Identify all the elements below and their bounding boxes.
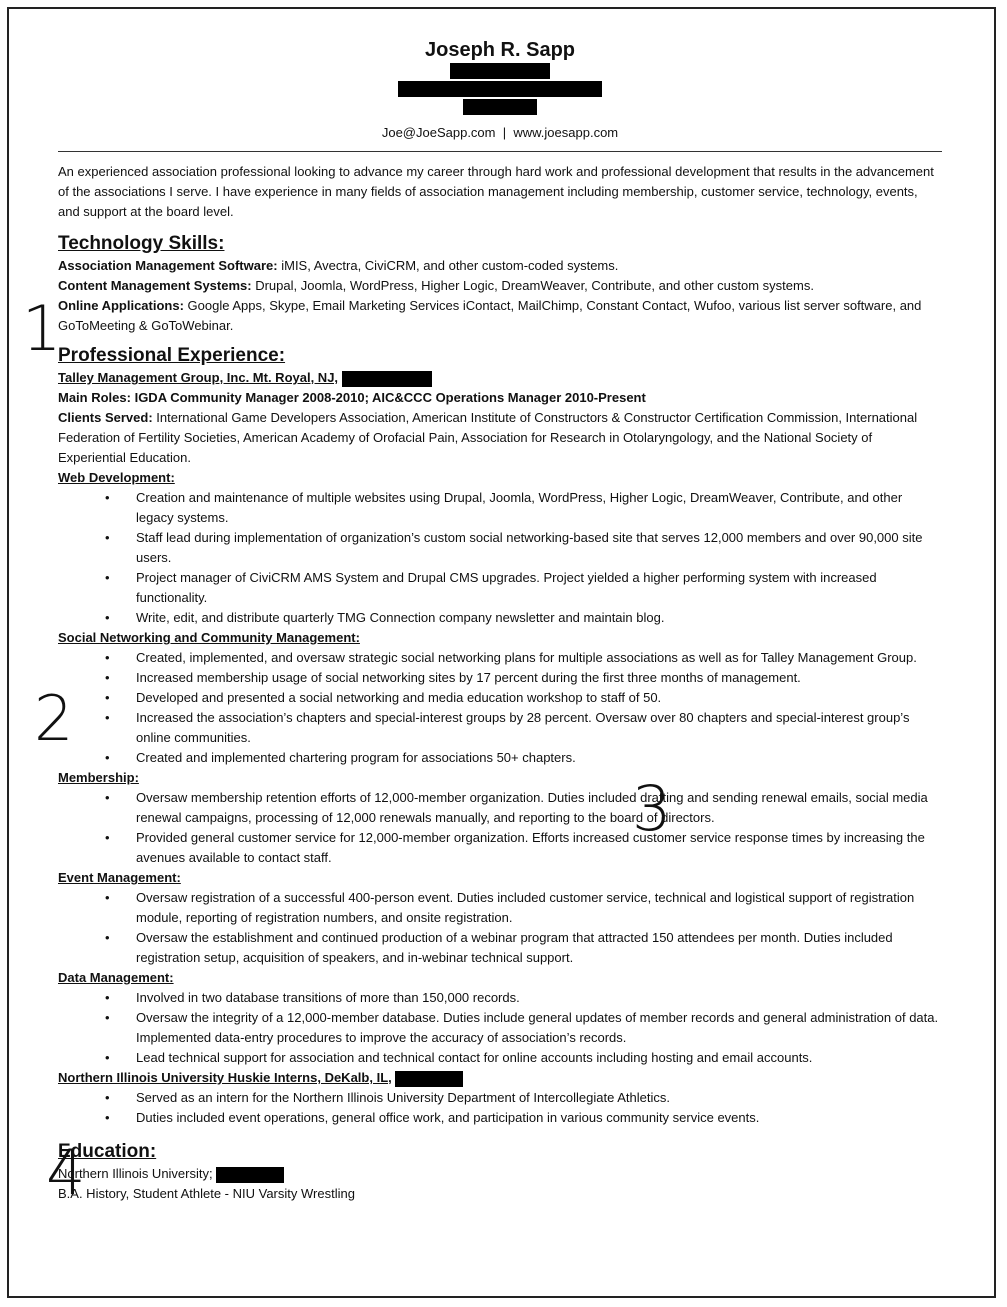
list-item: • Oversaw the establishment and continued production of a webinar program that attracted 150 attendees per month. Duties included registration setup, acquisition of speakers, and in-webinar technical support. xyxy=(58,928,942,968)
technology-skills-heading: Technology Skills: xyxy=(58,233,225,254)
list-item: • Increased the association’s chapters and special-interest groups by 28 percent. Oversaw over 80 chapters and special-interest group’s online communities. xyxy=(58,708,942,748)
list-item: • Developed and presented a social networking and media education workshop to staff of 50. xyxy=(58,688,942,708)
tech-ams-label: Association Management Software: xyxy=(58,258,278,273)
tech-ams xyxy=(58,256,942,276)
main-roles-value: IGDA Community Manager 2008-2010; AIC&CCC Operations Manager 2010-Present xyxy=(130,390,646,405)
education-degree: B.A. History, Student Athlete - NIU Varsity Wrestling xyxy=(58,1186,355,1201)
redacted-text xyxy=(342,371,432,387)
niu-employer-line xyxy=(58,1068,942,1088)
tech-apps-value: Google Apps, Skype, Email Marketing Services iContact, MailChimp, Constant Contact, Wufoo, various list server software, and GoToMeeting & GoToWebinar. xyxy=(58,298,922,333)
list-item: • Project manager of CiviCRM AMS System and Drupal CMS upgrades. Project yielded a higher performing system with increased functionality. xyxy=(58,568,942,608)
membership-heading: Membership: xyxy=(58,770,139,785)
summary: An experienced association professional looking to advance my career through hard work and professional development that results in the advancement of the associations I serve. I have experience in many fields of association management including membership, customer service, technology, events, and support at the board level. xyxy=(58,164,934,219)
annotation-number: 3 xyxy=(632,772,672,845)
clients-label: Clients Served: xyxy=(58,410,153,425)
list-item: • Duties included event operations, general office work, and participation in various community service events. xyxy=(58,1108,942,1128)
candidate-name: Joseph R. Sapp xyxy=(424,39,576,61)
tech-apps-label: Online Applications: xyxy=(58,298,184,313)
clients-value: International Game Developers Association, American Institute of Constructors & Constructor Certification Commission, International Federation of Fertility Societies, American Academy of Orofacial Pain, Association for Research in Otolaryngology, and the National Society of Experiential Education. xyxy=(58,410,918,465)
email[interactable]: Joe@JoeSapp.com xyxy=(381,125,496,140)
niu-list xyxy=(58,1088,942,1128)
niu-employer: Northern Illinois University Huskie Interns, DeKalb, IL, xyxy=(58,1070,392,1085)
contact-line xyxy=(58,124,942,142)
professional-experience-heading: Professional Experience: xyxy=(58,345,286,366)
contact-separator: | xyxy=(502,125,507,140)
list-item: • Staff lead during implementation of organization’s custom social networking-based site that serves 12,000 members and over 90,000 site users. xyxy=(58,528,942,568)
list-item: • Served as an intern for the Northern Illinois University Department of Intercollegiate Athletics. xyxy=(58,1088,942,1108)
education-heading: Education: xyxy=(58,1141,157,1162)
data-management-list xyxy=(58,988,942,1068)
redacted-text xyxy=(395,1071,463,1087)
header-divider xyxy=(58,151,942,152)
website[interactable]: www.joesapp.com xyxy=(513,125,619,140)
list-item: • Involved in two database transitions of more than 150,000 records. xyxy=(58,988,942,1008)
annotation-number: 2 xyxy=(34,682,74,755)
redacted-line xyxy=(58,62,942,80)
social-networking-list xyxy=(58,648,942,768)
annotation-number: 4 xyxy=(46,1136,86,1209)
web-development-list xyxy=(58,488,942,628)
clients-served xyxy=(58,408,942,468)
education-school: Northern Illinois University; xyxy=(58,1166,213,1181)
main-roles xyxy=(58,388,942,408)
data-management-heading: Data Management: xyxy=(58,970,174,985)
membership-list xyxy=(58,788,942,868)
list-item: • Oversaw the integrity of a 12,000-member database. Duties include general updates of member records and general administration of data. Implemented data-entry procedures to improve the accuracy of association’s records. xyxy=(58,1008,942,1048)
list-item: • Creation and maintenance of multiple websites using Drupal, Joomla, WordPress, Higher Logic, DreamWeaver, Contribute, and other legacy systems. xyxy=(58,488,942,528)
list-item: • Write, edit, and distribute quarterly TMG Connection company newsletter and maintain blog. xyxy=(58,608,942,628)
tech-cms xyxy=(58,276,942,296)
list-item: • Created and implemented chartering program for associations 50+ chapters. xyxy=(58,748,942,768)
resume xyxy=(58,38,942,1204)
education-school-line xyxy=(58,1164,942,1184)
annotation-number: 1 xyxy=(22,292,62,365)
list-item: • Lead technical support for association and technical contact for online accounts including hosting and email accounts. xyxy=(58,1048,942,1068)
tech-ams-value: iMIS, Avectra, CiviCRM, and other custom-coded systems. xyxy=(277,258,619,273)
web-development-heading: Web Development: xyxy=(58,470,175,485)
tech-cms-value: Drupal, Joomla, WordPress, Higher Logic, DreamWeaver, Contribute, and other custom systems. xyxy=(251,278,814,293)
employer: Talley Management Group, Inc. Mt. Royal, NJ, xyxy=(58,370,339,385)
tech-cms-label: Content Management Systems: xyxy=(58,278,252,293)
employer-line xyxy=(58,368,942,388)
list-item: • Provided general customer service for 12,000-member organization. Efforts increased customer service response times by increasing the avenues available to contact staff. xyxy=(58,828,942,868)
list-item: • Increased membership usage of social networking sites by 17 percent during the first three months of management. xyxy=(58,668,942,688)
main-roles-label: Main Roles: xyxy=(58,390,131,405)
redacted-line xyxy=(58,98,942,116)
redacted-text xyxy=(216,1167,284,1183)
event-management-heading: Event Management: xyxy=(58,870,181,885)
social-networking-heading: Social Networking and Community Management: xyxy=(58,630,360,645)
list-item: • Oversaw registration of a successful 400-person event. Duties included customer service, technical and logistical support of registration module, reporting of registration numbers, and onsite registration. xyxy=(58,888,942,928)
list-item: • Oversaw membership retention efforts of 12,000-member organization. Duties included drafting and sending renewal emails, social media renewal campaigns, processing of 12,000 renewals manually, and reporting to the board of directors. xyxy=(58,788,942,828)
tech-apps xyxy=(58,296,942,336)
event-management-list xyxy=(58,888,942,968)
list-item: • Created, implemented, and oversaw strategic social networking plans for multiple associations as well as for Talley Management Group. xyxy=(58,648,942,668)
redacted-line xyxy=(58,80,942,98)
